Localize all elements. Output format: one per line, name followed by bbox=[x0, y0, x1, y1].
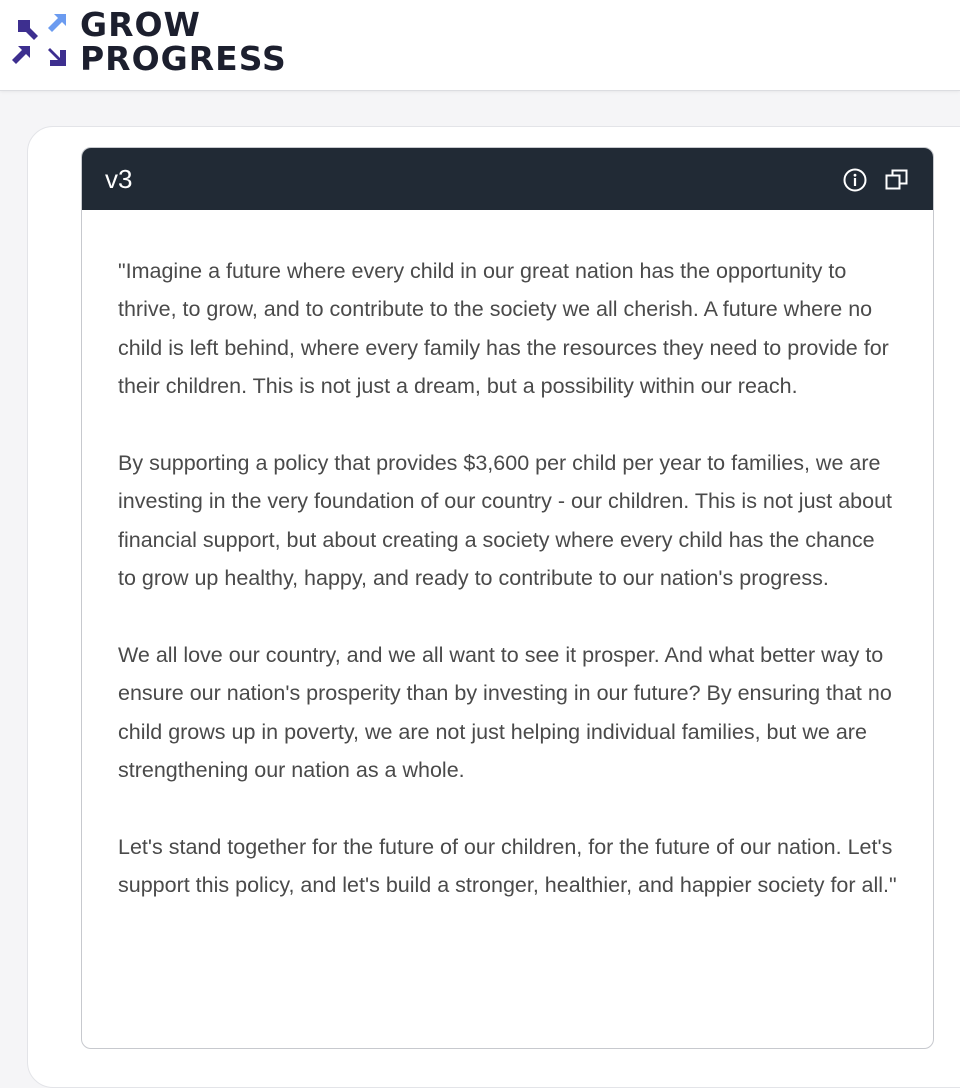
paragraph: By supporting a policy that provides $3,600 per child per year to families, we are investing in the very foundation of our country - our children. This is not just about financial support, but about creating a society where every child has the chance to grow up healthy, happy, and ready to contribute to our nation's progress. bbox=[118, 451, 893, 591]
logo-arrows-icon[interactable] bbox=[8, 10, 70, 72]
copy-icon[interactable] bbox=[884, 167, 910, 193]
paragraph: Let's stand together for the future of our children, for the future of our nation. Let's support this policy, and let's build a stronger, healthier, and happier society for all." bbox=[118, 835, 897, 898]
top-bar bbox=[0, 0, 960, 91]
card-body bbox=[82, 210, 933, 905]
info-icon[interactable] bbox=[842, 167, 868, 193]
brand-logo-text[interactable] bbox=[80, 5, 287, 78]
logo-line-grow: GROW bbox=[80, 5, 201, 44]
card-header bbox=[82, 148, 933, 210]
logo-line-progress: PROGRESS bbox=[80, 39, 287, 78]
paragraph: "Imagine a future where every child in our great nation has the opportunity to thrive, to grow, and to contribute to the society we all cherish. A future where no child is left behind, where every family has the resources they need to provide for their children. This is not just a dream, but a possibility within our reach. bbox=[118, 259, 889, 399]
message-card bbox=[81, 147, 934, 1049]
card-title: v3 bbox=[105, 164, 133, 194]
paragraph: We all love our country, and we all want to see it prosper. And what better way to ensure our nation's prosperity than by investing in our future? By ensuring that no child grows up in poverty, we are not just helping individual families, but we are strengthening our nation as a whole. bbox=[118, 643, 892, 783]
